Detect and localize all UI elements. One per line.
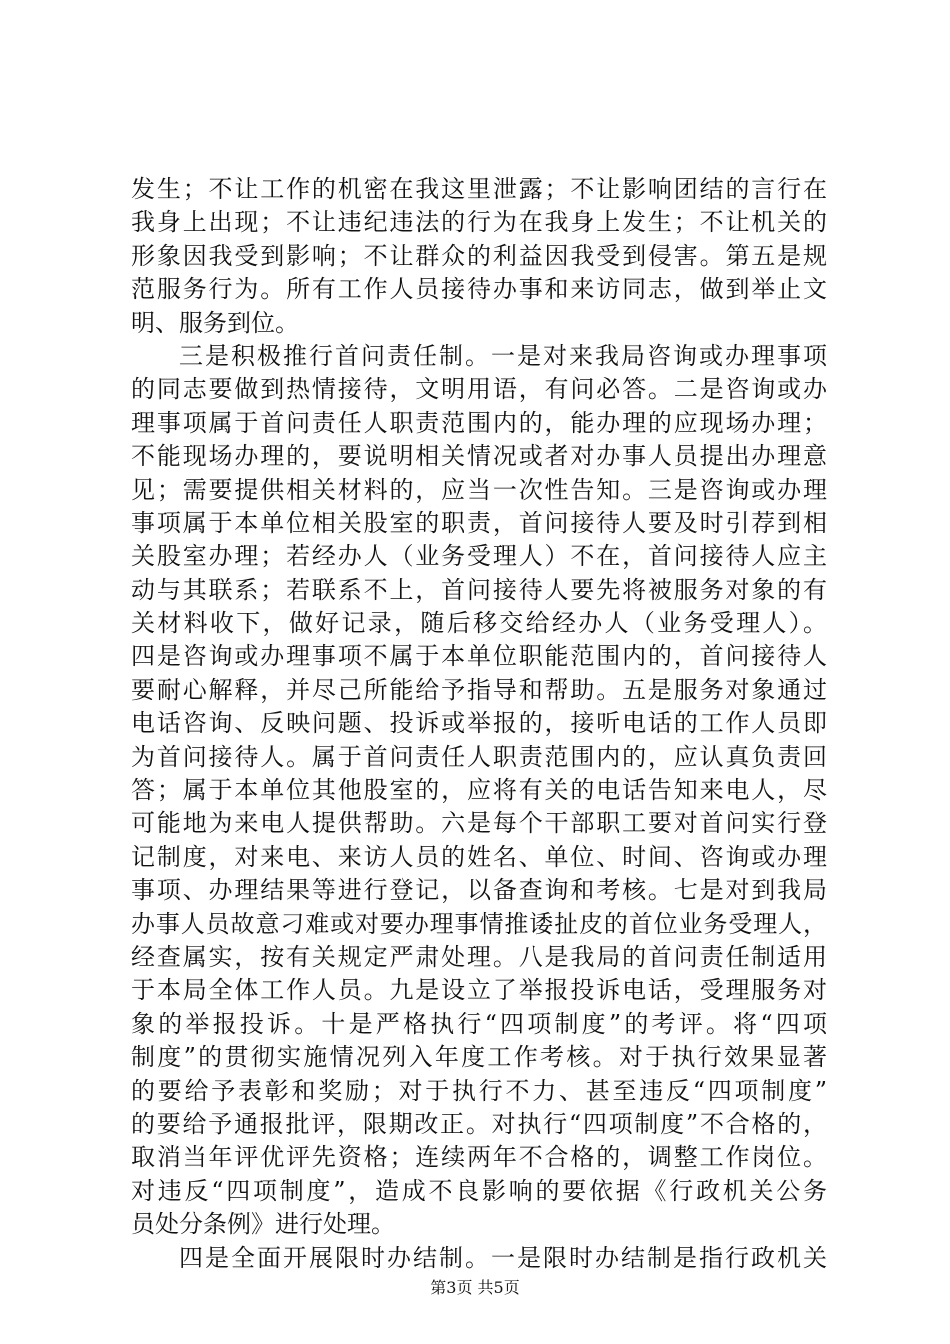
text-line: 事项属于本单位相关股室的职责，首问接待人要及时引荐到相 [131, 508, 827, 537]
text-line: 关股室办理；若经办人（业务受理人）不在，首问接待人应主 [131, 542, 827, 571]
text-line: 于本局全体工作人员。九是设立了举报投诉电话，受理服务对 [131, 976, 827, 1005]
text-line: 要耐心解释，并尽己所能给予指导和帮助。五是服务对象通过 [131, 675, 827, 704]
body-text [131, 173, 827, 1275]
text-line: 记制度，对来电、来访人员的姓名、单位、时间、咨询或办理 [131, 842, 827, 871]
text-line: 发生；不让工作的机密在我这里泄露；不让影响团结的言行在 [131, 175, 827, 203]
text-line: 事项、办理结果等进行登记，以备查询和考核。七是对到我局 [131, 876, 827, 905]
text-line: 不能现场办理的，要说明相关情况或者对办事人员提出办理意 [131, 442, 827, 471]
text-line: 的要给予表彰和奖励；对于执行不力、甚至违反“四项制度” [131, 1076, 827, 1105]
text-line: 答；属于本单位其他股室的，应将有关的电话告知来电人，尽 [131, 776, 827, 805]
text-line: 的同志要做到热情接待，文明用语，有问必答。二是咨询或办 [131, 375, 827, 404]
text-line: 对违反“四项制度”，造成不良影响的要依据《行政机关公务 [131, 1176, 827, 1205]
text-line: 理事项属于首问责任人职责范围内的，能办理的应现场办理； [131, 408, 827, 437]
text-line: 电话咨询、反映问题、投诉或举报的，接听电话的工作人员即 [131, 709, 827, 738]
text-line: 明、服务到位。 [131, 308, 299, 337]
text-line: 取消当年评优评先资格；连续两年不合格的，调整工作岗位。 [131, 1143, 827, 1172]
text-line: 关材料收下，做好记录，随后移交给经办人（业务受理人）。 [131, 609, 827, 638]
text-line: 三是积极推行首问责任制。一是对来我局咨询或办理事项 [179, 341, 827, 370]
text-line: 的要给予通报批评，限期改正。对执行“四项制度”不合格的， [131, 1109, 827, 1138]
text-line: 经查属实，按有关规定严肃处理。八是我局的首问责任制适用 [131, 942, 827, 971]
text-line: 我身上出现；不让违纪违法的行为在我身上发生；不让机关的 [131, 208, 827, 237]
text-line: 办事人员故意刁难或对要办理事情推诿扯皮的首位业务受理人， [131, 909, 827, 938]
text-line: 可能地为来电人提供帮助。六是每个干部职工要对首问实行登 [131, 809, 827, 838]
text-line: 形象因我受到影响；不让群众的利益因我受到侵害。第五是规 [131, 241, 827, 270]
text-line: 四是咨询或办理事项不属于本单位职能范围内的，首问接待人 [131, 642, 827, 671]
text-line: 为首问接待人。属于首问责任人职责范围内的，应认真负责回 [131, 742, 827, 771]
page-footer: 第3页 共5页 [430, 1278, 520, 1297]
text-line: 制度”的贯彻实施情况列入年度工作考核。对于执行效果显著 [131, 1043, 827, 1072]
text-line: 员处分条例》进行处理。 [131, 1210, 395, 1239]
text-line: 动与其联系；若联系不上，首问接待人要先将被服务对象的有 [131, 575, 827, 604]
text-line: 四是全面开展限时办结制。一是限时办结制是指行政机关 [179, 1243, 827, 1272]
text-line: 范服务行为。所有工作人员接待办事和来访同志，做到举止文 [131, 275, 827, 304]
text-line: 象的举报投诉。十是严格执行“四项制度”的考评。将“四项 [131, 1009, 827, 1038]
text-line: 见；需要提供相关材料的，应当一次性告知。三是咨询或办理 [131, 475, 827, 504]
